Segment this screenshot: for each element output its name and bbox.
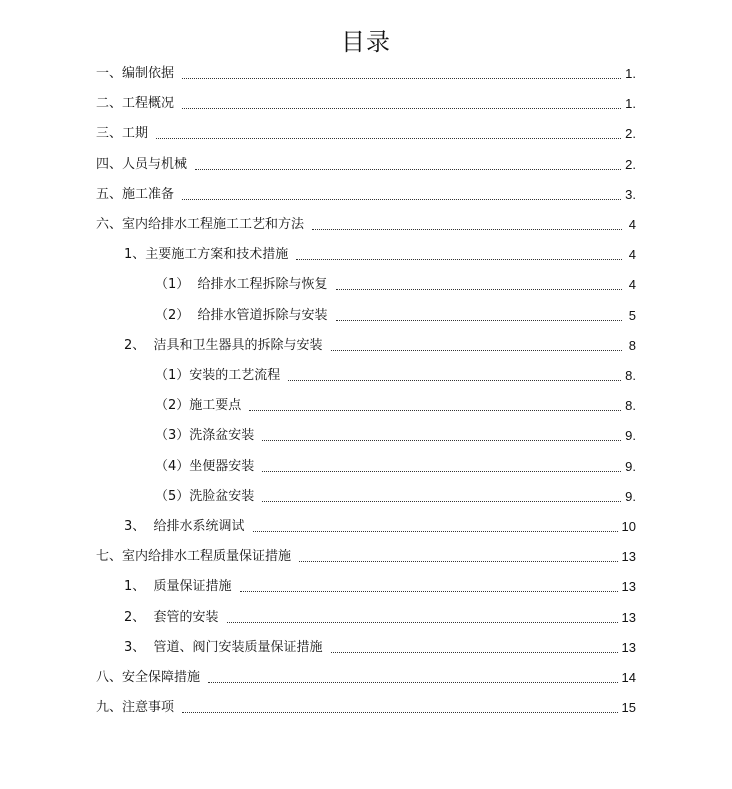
- toc-page-number: 2.: [625, 126, 636, 142]
- toc-entry[interactable]: [155, 394, 636, 414]
- toc-entry-label: （4）坐便器安装: [155, 458, 255, 474]
- toc-page-number: 13: [621, 639, 636, 655]
- toc-leader-dots: [156, 137, 621, 139]
- toc-entry[interactable]: [155, 273, 636, 293]
- toc-leader-dots: [299, 560, 618, 562]
- toc-entry[interactable]: [124, 575, 636, 595]
- toc-entry-label: 八、安全保障措施: [96, 670, 201, 685]
- toc-entry[interactable]: [96, 183, 636, 203]
- toc-entry-label: 3、 管道、阀门安装质量保证措施: [124, 639, 323, 655]
- toc-entry[interactable]: [96, 153, 636, 173]
- toc-leader-dots: [240, 590, 618, 592]
- toc-leader-dots: [331, 651, 618, 653]
- toc-entry[interactable]: [124, 334, 636, 354]
- page-title: 目录: [341, 28, 391, 56]
- toc-page-number: 4: [628, 247, 636, 263]
- toc-leader-dots: [296, 258, 622, 260]
- toc-entry[interactable]: [124, 606, 636, 626]
- toc-entry[interactable]: [124, 515, 636, 535]
- toc-entry[interactable]: [155, 485, 636, 505]
- toc-entry-label: 1、 质量保证措施: [124, 579, 232, 595]
- toc-leader-dots: [182, 77, 621, 79]
- toc-leader-dots: [195, 168, 621, 170]
- toc-page-number: 13: [621, 609, 636, 625]
- toc-entry[interactable]: [96, 92, 636, 112]
- toc-leader-dots: [227, 621, 618, 623]
- toc-leader-dots: [262, 439, 621, 441]
- toc-entry-label: 三、工期: [96, 126, 149, 142]
- toc-entry[interactable]: [155, 304, 636, 324]
- toc-page-number: 9.: [625, 428, 636, 444]
- toc-page-number: 15: [621, 700, 636, 716]
- toc-entry-label: （1） 给排水工程拆除与恢复: [155, 277, 328, 293]
- toc-leader-dots: [182, 198, 621, 200]
- toc-entry[interactable]: [96, 545, 636, 565]
- toc-page-number: 2.: [625, 156, 636, 172]
- toc-leader-dots: [253, 530, 618, 532]
- toc-leader-dots: [262, 470, 621, 472]
- toc-page-number: 8.: [625, 398, 636, 414]
- toc-page-number: 13: [621, 579, 636, 595]
- toc-entry[interactable]: [124, 243, 636, 263]
- toc-entry[interactable]: [96, 696, 636, 716]
- toc-page-number: 9.: [625, 488, 636, 504]
- toc-page-number: 1.: [625, 96, 636, 112]
- toc-page-number: 4: [628, 217, 636, 232]
- toc-entry-label: 2、 套管的安装: [124, 609, 219, 625]
- toc-page-number: 8.: [625, 368, 636, 383]
- toc-entry[interactable]: [96, 213, 636, 233]
- toc-entry-label: 六、室内给排水工程施工工艺和方法: [96, 217, 305, 232]
- toc-leader-dots: [249, 409, 621, 411]
- toc-entry-label: 七、室内给排水工程质量保证措施: [96, 549, 292, 565]
- toc-leader-dots: [262, 500, 621, 502]
- toc-entry[interactable]: [96, 62, 636, 82]
- toc-entry[interactable]: [155, 424, 636, 444]
- toc-page-number: 13: [621, 549, 636, 565]
- toc-entry[interactable]: [96, 666, 636, 686]
- toc-leader-dots: [182, 711, 618, 713]
- toc-entry-label: 二、工程概况: [96, 96, 175, 112]
- toc-entry[interactable]: [155, 364, 636, 384]
- toc-entry[interactable]: [96, 122, 636, 142]
- toc-entry-label: （3）洗涤盆安装: [155, 428, 255, 444]
- toc-page-number: 5: [628, 307, 636, 323]
- toc-entry-label: （1）安装的工艺流程: [155, 368, 281, 383]
- toc-entry-label: 3、 给排水系统调试: [124, 519, 245, 534]
- toc-leader-dots: [312, 228, 622, 230]
- toc-entry-label: （5）洗脸盆安装: [155, 488, 255, 504]
- toc-leader-dots: [182, 107, 621, 109]
- toc-entry-label: 1、主要施工方案和技术措施: [124, 247, 289, 263]
- toc-entry[interactable]: [124, 636, 636, 656]
- toc-entry-label: 五、施工准备: [96, 186, 175, 202]
- toc-page-number: 1.: [625, 66, 636, 81]
- toc-page-number: 14: [621, 670, 636, 685]
- toc-page-number: 9.: [625, 458, 636, 474]
- toc-entry[interactable]: [155, 455, 636, 475]
- toc-leader-dots: [288, 379, 621, 381]
- toc-leader-dots: [208, 681, 618, 683]
- toc-page-number: 10: [621, 519, 636, 534]
- toc-leader-dots: [336, 288, 622, 290]
- toc-entry-label: 2、 洁具和卫生器具的拆除与安装: [124, 337, 323, 353]
- toc-entry-label: （2） 给排水管道拆除与安装: [155, 307, 328, 323]
- toc-entry-label: 一、编制依据: [96, 66, 175, 81]
- toc-page-number: 3.: [625, 186, 636, 202]
- toc-leader-dots: [331, 349, 622, 351]
- toc-page-number: 4: [628, 277, 636, 293]
- toc-entry-label: 九、注意事项: [96, 700, 175, 716]
- toc-entry-label: 四、人员与机械: [96, 156, 188, 172]
- toc-leader-dots: [336, 319, 622, 321]
- toc-entry-label: （2）施工要点: [155, 398, 242, 414]
- toc-page-number: 8: [628, 337, 636, 353]
